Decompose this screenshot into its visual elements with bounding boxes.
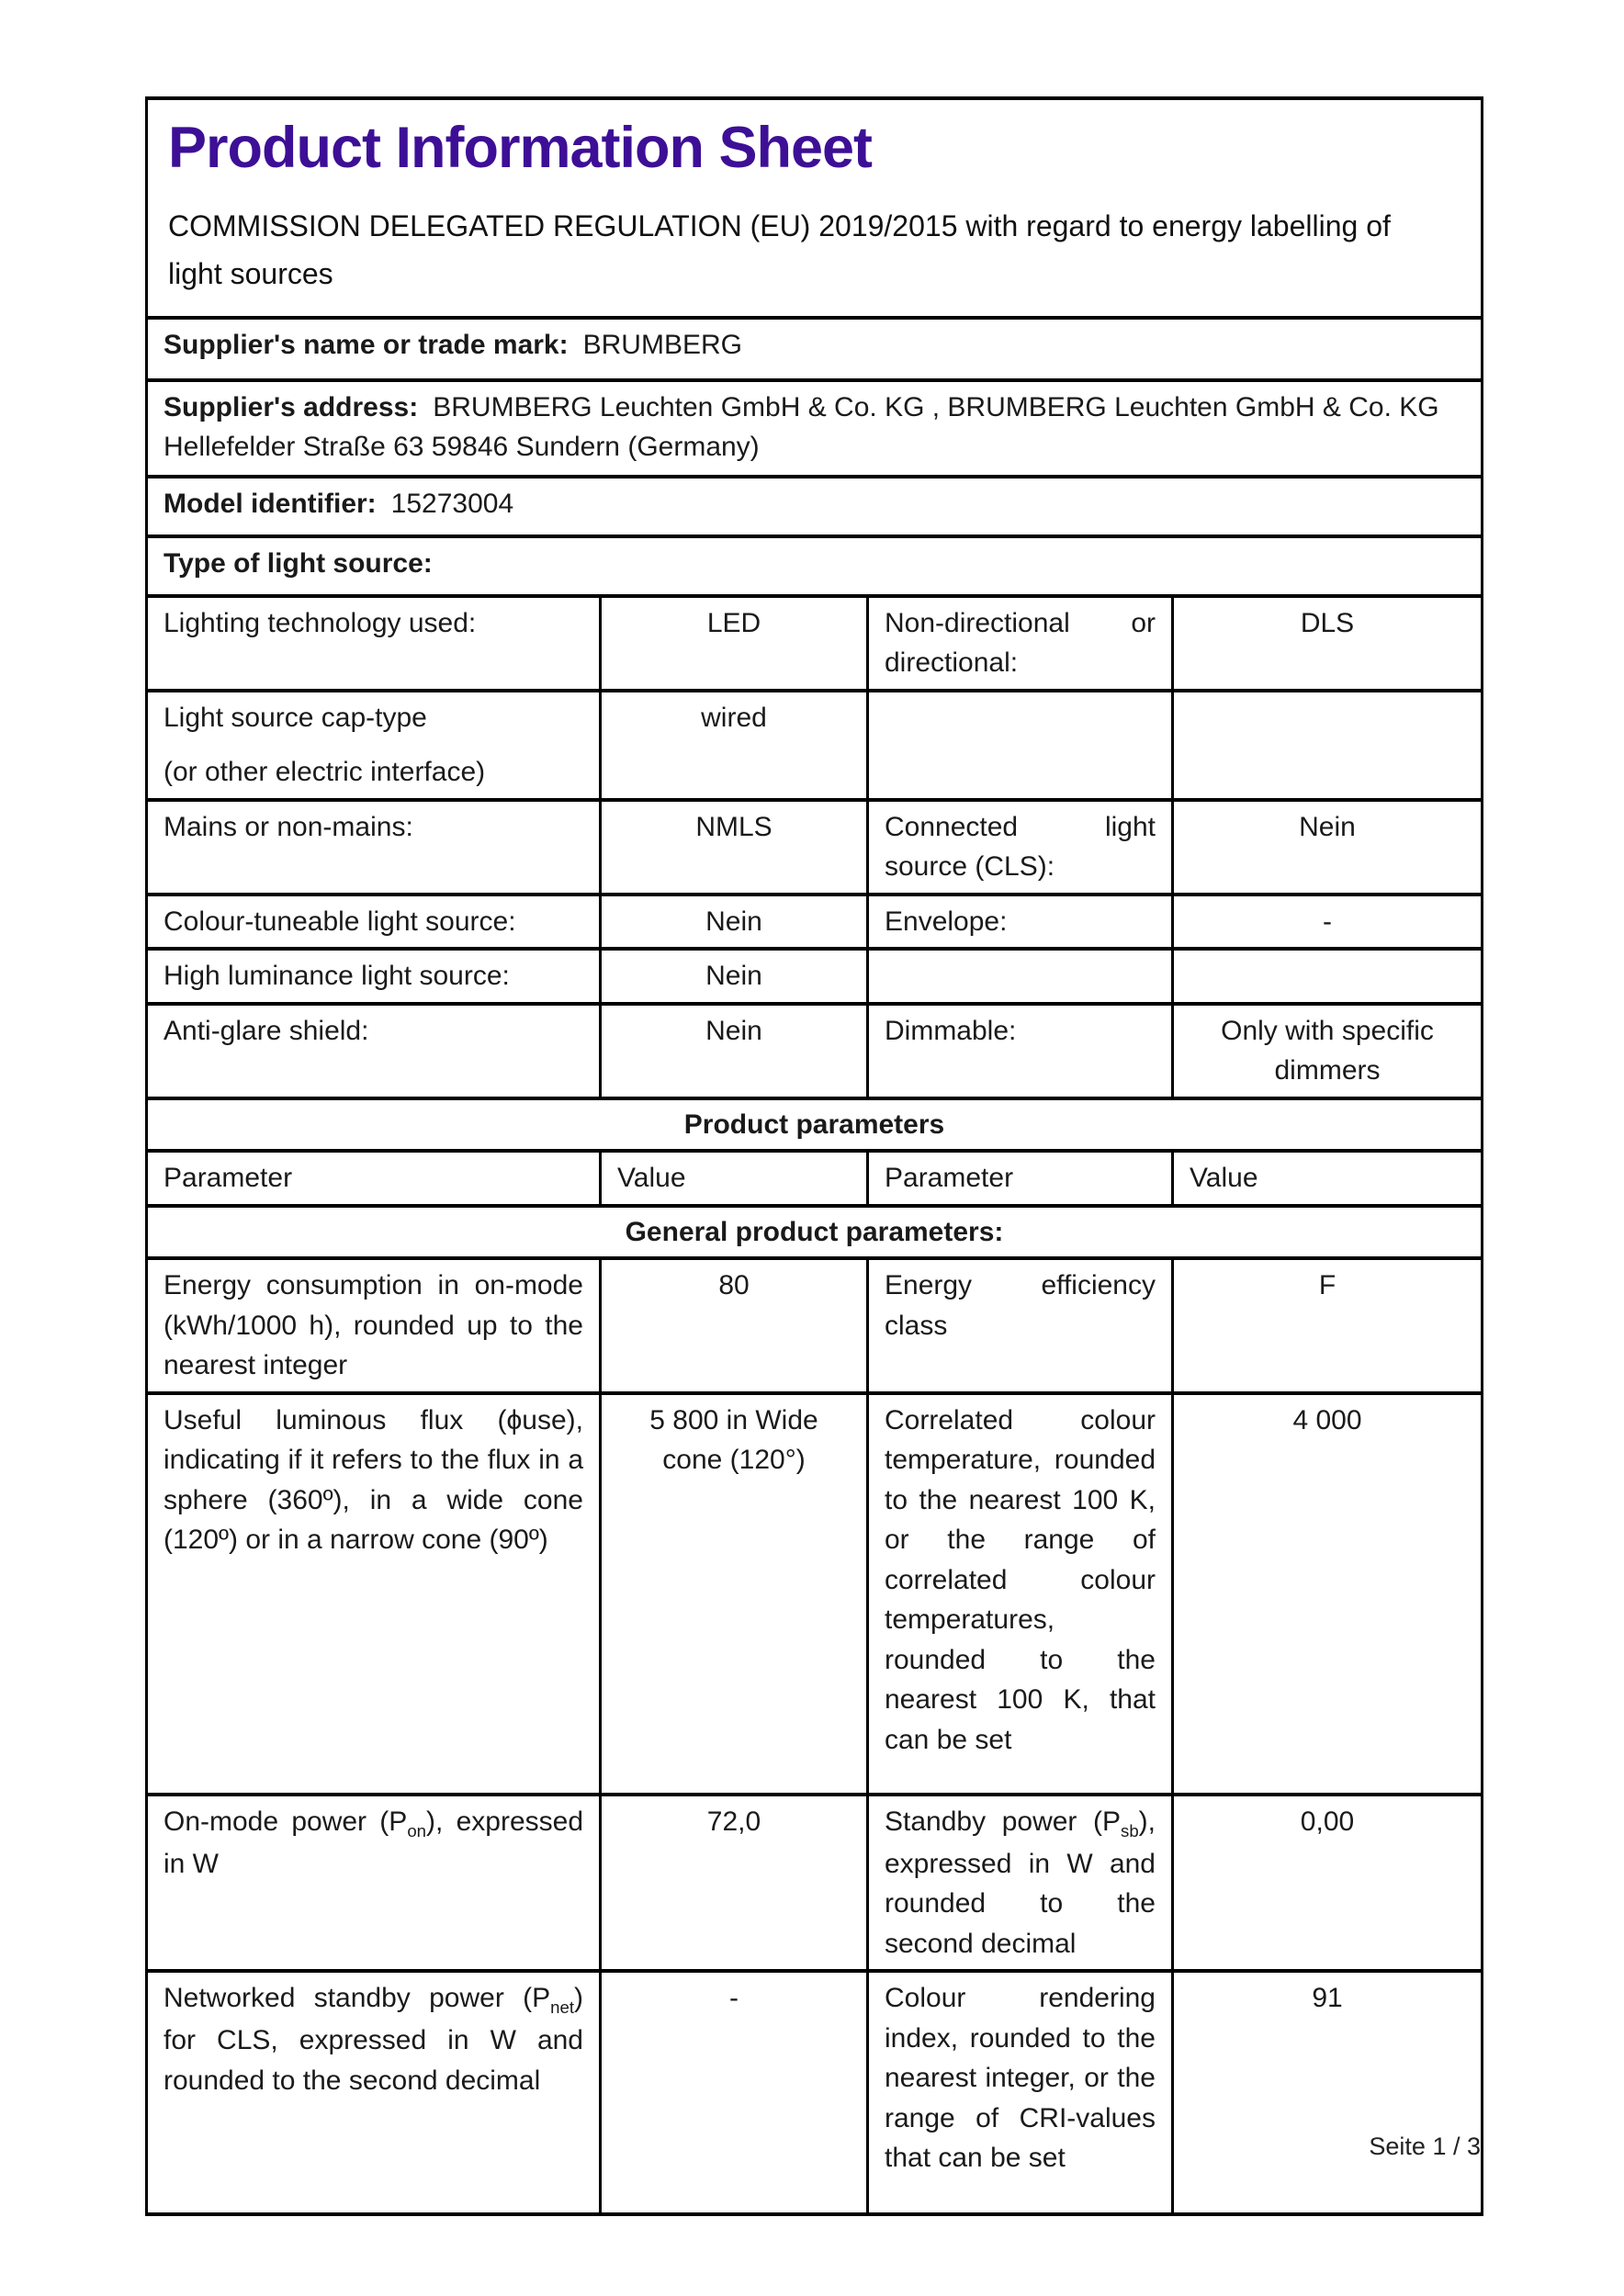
cell-networked-standby-value: -	[601, 1971, 868, 2214]
cell-envelope-value: -	[1173, 895, 1483, 950]
cell-cap-type-value: wired	[601, 691, 868, 800]
model-identifier-cell	[147, 477, 1483, 536]
cell-dimmable-label: Dimmable:	[868, 1004, 1173, 1098]
type-of-light-source-label: Type of light source:	[164, 547, 433, 579]
cell-dimmable-value: Only with specific dimmers	[1173, 1004, 1483, 1098]
table-row	[147, 98, 1483, 318]
cell-networked-standby-label: Networked standby power $(P_{net})$ for CLS, expressed in W and rounded to the second decimal	[147, 1971, 601, 2214]
header-parameter-2: Parameter	[868, 1151, 1173, 1206]
cell-on-mode-power-label: On-mode power $(P_{on})$, expressed in W	[147, 1795, 601, 1971]
table-row	[147, 691, 1483, 800]
cell-directionality-label: Non-directional or directional:	[868, 596, 1173, 691]
cell-energy-consumption-label: Energy consumption in on-mode (kWh/1000 h), rounded up to the nearest integer	[147, 1258, 601, 1393]
table-row	[147, 895, 1483, 950]
supplier-address-label: Supplier's address:	[164, 391, 419, 422]
table-row	[147, 800, 1483, 895]
cell-luminous-flux-value: 5 800 in Wide cone (120°)	[601, 1393, 868, 1795]
type-of-light-source-cell	[147, 536, 1483, 596]
cell-high-luminance-value: Nein	[601, 949, 868, 1004]
table-row	[147, 477, 1483, 536]
cell-mains-label: Mains or non-mains:	[147, 800, 601, 895]
cell-efficiency-class-label: Energy efficiency class	[868, 1258, 1173, 1393]
cell-cls-label: Connected light source (CLS):	[868, 800, 1173, 895]
cell-cls-value: Nein	[1173, 800, 1483, 895]
table-row	[147, 1206, 1483, 1259]
table-row	[147, 949, 1483, 1004]
cell-empty	[1173, 691, 1483, 800]
cell-cri-label: Colour rendering index, rounded to the nearest integer, or the range of CRI-values that can be set	[868, 1971, 1173, 2214]
cell-cct-value: 4 000	[1173, 1393, 1483, 1795]
cell-mains-value: NMLS	[601, 800, 868, 895]
table-row	[147, 380, 1483, 477]
cell-standby-power-label: Standby power $(P_{sb})$, expressed in W and rounded to the second decimal	[868, 1795, 1173, 1971]
cap-type-line1: Light source cap-type	[164, 702, 427, 733]
table-row	[147, 596, 1483, 691]
section-general-product-parameters: General product parameters:	[147, 1206, 1483, 1259]
cell-cri-value: 91	[1173, 1971, 1483, 2214]
page-number: Seite 1 / 3	[1369, 2133, 1481, 2160]
table-row	[147, 1004, 1483, 1098]
section-product-parameters: Product parameters	[147, 1098, 1483, 1152]
table-row	[147, 1971, 1483, 2214]
supplier-name-value: BRUMBERG	[582, 329, 742, 360]
cell-lighting-technology-value: LED	[601, 596, 868, 691]
table-row	[147, 1098, 1483, 1152]
supplier-name-cell	[147, 318, 1483, 380]
cell-empty	[868, 691, 1173, 800]
cell-envelope-label: Envelope:	[868, 895, 1173, 950]
table-row	[147, 1258, 1483, 1393]
model-identifier-value: 15273004	[390, 488, 514, 519]
cell-colour-tuneable-value: Nein	[601, 895, 868, 950]
cell-luminous-flux-label: Useful luminous flux (ϕuse), indicating if it refers to the flux in a sphere (360º), in a wide cone (120º) or in a narrow cone (90º)	[147, 1393, 601, 1795]
supplier-name-label: Supplier's name or trade mark:	[164, 329, 569, 360]
cell-directionality-value: DLS	[1173, 596, 1483, 691]
table-row	[147, 318, 1483, 380]
page-title: Product Information Sheet	[168, 116, 873, 180]
cell-anti-glare-label: Anti-glare shield:	[147, 1004, 601, 1098]
cell-high-luminance-label: High luminance light source:	[147, 949, 601, 1004]
cell-empty	[1173, 949, 1483, 1004]
cap-type-line2: (or other electric interface)	[164, 757, 486, 788]
cell-colour-tuneable-label: Colour-tuneable light source:	[147, 895, 601, 950]
header-value-1: Value	[601, 1151, 868, 1206]
supplier-address-value: BRUMBERG Leuchten GmbH & Co. KG , BRUMBERG Leuchten GmbH & Co. KG Hellefelder Straße 63 59846 Sundern (Germany)	[164, 391, 1439, 463]
model-identifier-label: Model identifier:	[164, 488, 377, 519]
cell-anti-glare-value: Nein	[601, 1004, 868, 1098]
cell-standby-power-value: 0,00	[1173, 1795, 1483, 1971]
cell-on-mode-power-value: 72,0	[601, 1795, 868, 1971]
table-row	[147, 1151, 1483, 1206]
table-row	[147, 1393, 1483, 1795]
supplier-address-cell	[147, 380, 1483, 477]
document-table	[145, 96, 1483, 2216]
cell-efficiency-class-value: F	[1173, 1258, 1483, 1393]
cell-cap-type-label	[147, 691, 601, 800]
cell-cct-label: Correlated colour temperature, rounded to the nearest 100 K, or the range of correlated colour temperatures, rounded to the nearest 100 K, that can be set	[868, 1393, 1173, 1795]
header-value-2: Value	[1173, 1151, 1483, 1206]
regulation-subtitle: COMMISSION DELEGATED REGULATION (EU) 2019/2015 with regard to energy labelling of light sources	[168, 209, 1391, 290]
title-cell	[147, 98, 1483, 318]
cell-energy-consumption-value: 80	[601, 1258, 868, 1393]
cell-empty	[868, 949, 1173, 1004]
cell-lighting-technology-label: Lighting technology used:	[147, 596, 601, 691]
header-parameter-1: Parameter	[147, 1151, 601, 1206]
table-row	[147, 1795, 1483, 1971]
table-row	[147, 536, 1483, 596]
